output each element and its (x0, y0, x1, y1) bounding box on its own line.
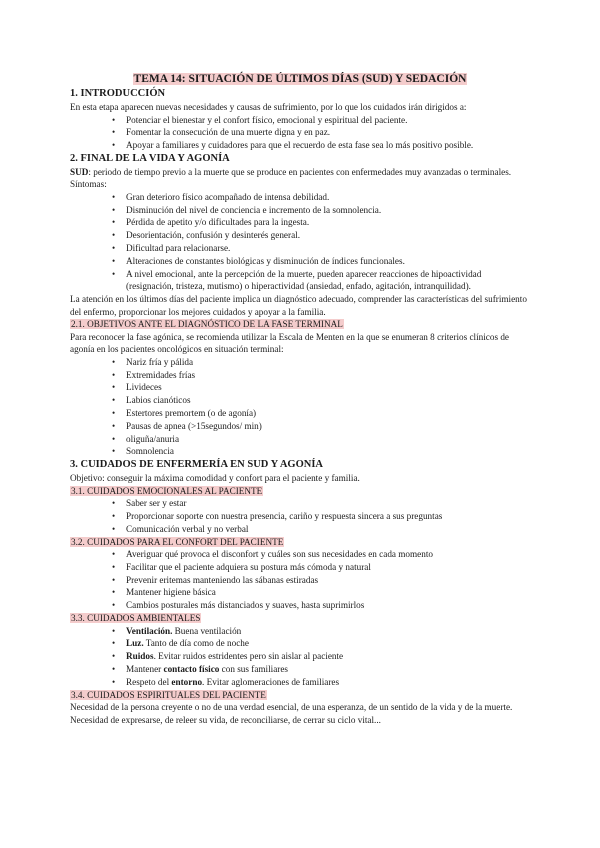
list-item: • Facilitar que el paciente adquiera su postura más cómoda y natural (112, 561, 530, 574)
list-item: • Disminución del nivel de conciencia e incremento de la somnolencia. (112, 204, 530, 217)
list-item: • Ruidos. Evitar ruidos estridentes pero sin aislar al paciente (112, 650, 530, 663)
list-item: • Labios cianóticos (112, 394, 530, 407)
section-heading-final-vida: 2. FINAL DE LA VIDA Y AGONÍA (70, 152, 230, 164)
list-item: • Luz. Tanto de día como de noche (112, 637, 530, 650)
list-item: • Livideces (112, 381, 530, 394)
intro-paragraph: En esta etapa aparecen nuevas necesidades y causas de sufrimiento, por lo que los cuidados irán dirigidos a: (70, 102, 467, 112)
section-heading-introduccion: 1. INTRODUCCIÓN (70, 88, 166, 99)
list-item: • Alteraciones de constantes biológicas y disminución de índices funcionales. (112, 255, 530, 268)
subsection-heading-emocionales: 3.1. CUIDADOS EMOCIONALES AL PACIENTE (71, 485, 263, 496)
list-item: • Prevenir eritemas manteniendo las sábanas estiradas (112, 574, 530, 587)
emotional-care-list (70, 497, 530, 535)
list-item: • Gran deterioro físico acompañado de intensa debilidad. (112, 191, 530, 204)
list-item: • Apoyar a familiares y cuidadores para que el recuerdo de esta fase sea lo más positivo posible. (112, 139, 530, 152)
section-heading-cuidados: 3. CUIDADOS DE ENFERMERÍA EN SUD Y AGONÍA (70, 459, 323, 471)
environment-care-list (70, 625, 530, 689)
list-item: • Mantener higiene básica (112, 586, 530, 599)
subsection-heading-ambientales: 3.3. CUIDADOS AMBIENTALES (71, 613, 201, 624)
closing-paragraph: La atención en los últimos días del paciente implica un diagnóstico adecuado, comprender las características del sufrimiento del enfermo, proporcionar los mejores cuidados y apoyar a la familia. (70, 294, 527, 317)
list-item: • Comunicación verbal y no verbal (112, 523, 530, 536)
list-item: • Extremidades frías (112, 369, 530, 382)
list-item: • Pérdida de apetito y/o dificultades para la ingesta. (112, 216, 530, 229)
document-title: TEMA 14: SITUACIÓN DE ÚLTIMOS DÍAS (SUD) Y SEDACIÓN (133, 73, 467, 85)
list-item: • Cambios posturales más distanciados y suaves, hasta suprimirlos (112, 599, 530, 612)
list-item: • Fomentar la consecución de una muerte digna y en paz. (112, 126, 530, 139)
list-item: • Nariz fría y pálida (112, 356, 530, 369)
list-item: • Potenciar el bienestar y el confort físico, emocional y espiritual del paciente. (112, 114, 530, 127)
list-item: • Pausas de apnea (>15segundos/ min) (112, 420, 530, 433)
comfort-care-list (70, 548, 530, 612)
list-item: • Dificultad para relacionarse. (112, 242, 530, 255)
list-item: • Mantener contacto físico con sus familiares (112, 663, 530, 676)
list-item: • oliguña/anuria (112, 433, 530, 446)
list-item: • Saber ser y estar (112, 497, 530, 510)
list-item: • Respeto del entorno. Evitar aglomeraciones de familiares (112, 676, 530, 689)
intro-list (70, 114, 530, 152)
subsection-heading-confort: 3.2. CUIDADOS PARA EL CONFORT DEL PACIENTE (71, 536, 284, 547)
list-item: • Desorientación, confusión y desinterés general. (112, 229, 530, 242)
subsection-heading-objetivos: 2.1. OBJETIVOS ANTE EL DIAGNÓSTICO DE LA FASE TERMINAL (71, 319, 343, 330)
list-item: • Somnolencia (112, 445, 530, 458)
objective-paragraph: Objetivo: conseguir la máxima comodidad y confort para el paciente y familia. (70, 473, 360, 484)
list-item: • Proporcionar soporte con nuestra presencia, cariño y respuesta sincera a sus preguntas (112, 510, 530, 523)
list-item: • Averiguar qué provoca el disconfort y cuáles son sus necesidades en cada momento (112, 548, 530, 561)
menten-paragraph: Para reconocer la fase agónica, se recomienda utilizar la Escala de Menten en la que se enumeran 8 criterios clínicos de agonía en los pacientes oncológicos en situación terminal: (70, 331, 510, 355)
spiritual-care-paragraph: Necesidad de la persona creyente o no de una verdad esencial, de una esperanza, de un sentido de la vida y de la muerte. Necesidad de expresarse, de releer su vida, de reconciliarse, de cerrar su ciclo vital... (70, 702, 513, 725)
list-item: • Ventilación. Buena ventilación (112, 625, 530, 638)
list-item: • Estertores premortem (o de agonía) (112, 407, 530, 420)
sud-definition (70, 166, 530, 191)
symptoms-list (70, 191, 530, 293)
sud-definition-text: : periodo de tiempo previo a la muerte que se produce en pacientes con enfermedades muy avanzadas o terminales. Síntomas: (70, 166, 512, 190)
sud-term: SUD (70, 166, 89, 177)
subsection-heading-espirituales: 3.4. CUIDADOS ESPIRITUALES DEL PACIENTE (71, 689, 266, 700)
menten-criteria-list (70, 356, 530, 458)
list-item: • A nivel emocional, ante la percepción de la muerte, pueden aparecer reacciones de hipoactividad (resignación, tristeza, mutismo) o hiperactividad (ansiedad, enfado, agitación, intranquilidad). (112, 268, 530, 294)
